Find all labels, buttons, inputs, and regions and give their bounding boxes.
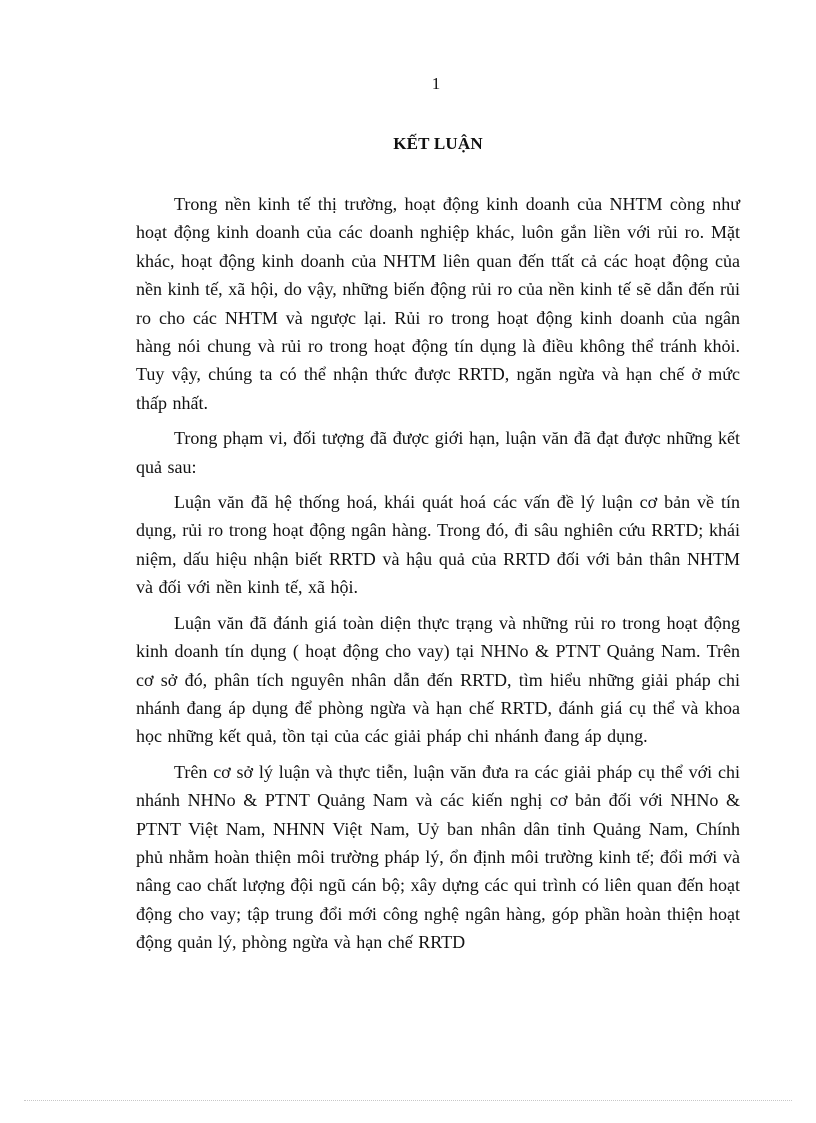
body-text [136,190,740,964]
page-number: 1 [431,74,441,93]
page-heading: KẾT LUẬN [393,134,483,153]
paragraph-intro: Trong nền kinh tế thị trường, hoạt động kinh doanh của NHTM còng như hoạt động kinh doanh của các doanh nghiệp khác, luôn gắn liền với rủi ro. Mặt khác, hoạt động kinh doanh của NHTM liên quan đến ttất cả các hoạt động của nền kinh tế, xã hội, do vậy, những biến động rủi ro của nền kinh tế sẽ dẫn đến rủi ro cho các NHTM và ngược lại. Rủi ro trong hoạt động kinh doanh của ngân hàng nói chung và rủi ro trong hoạt động tín dụng là điều không thể tránh khỏi. Tuy vậy, chúng ta có thể nhận thức được RRTD, ngăn ngừa và hạn chế ở mức thấp nhất. [136,194,740,413]
paragraph-solutions: Trên cơ sở lý luận và thực tiễn, luận văn đưa ra các giải pháp cụ thể với chi nhánh NHNo & PTNT Quảng Nam và các kiến nghị cơ bản đối với NHNo & PTNT Việt Nam, NHNN Việt Nam, Uỷ ban nhân dân tỉnh Quảng Nam, Chính phủ nhằm hoàn thiện môi trường pháp lý, ổn định môi trường kinh tế; đổi mới và nâng cao chất lượng đội ngũ cán bộ; xây dựng các qui trình có liên quan đến hoạt động cho vay; tập trung đổi mới công nghệ ngân hàng, góp phần hoàn thiện hoạt động quản lý, phòng ngừa và hạn chế RRTD [136,761,740,953]
paragraph-scope: Trong phạm vi, đối tượng đã được giới hạn, luận văn đã đạt được những kết quả sau: [136,428,740,477]
paragraph-assessment: Luận văn đã đánh giá toàn diện thực trạng và những rủi ro trong hoạt động kinh doanh tín dụng ( hoạt động cho vay) tại NHNo & PTNT Quảng Nam. Trên cơ sở đó, phân tích nguyên nhân dẫn đến RRTD, tìm hiểu những giải pháp chi nhánh đang áp dụng để phòng ngừa và hạn chế RRTD, đánh giá cụ thể và khoa học những kết quả, tồn tại của các giải pháp chi nhánh đang áp dụng. [136,612,740,747]
footer-divider [24,1100,792,1101]
paragraph-theory: Luận văn đã hệ thống hoá, khái quát hoá các vấn đề lý luận cơ bản về tín dụng, rủi ro trong hoạt động ngân hàng. Trong đó, đi sâu nghiên cứu RRTD; khái niệm, dấu hiệu nhận biết RRTD và hậu quả của RRTD đối với bản thân NHTM và đối với nền kinh tế, xã hội. [136,492,740,598]
